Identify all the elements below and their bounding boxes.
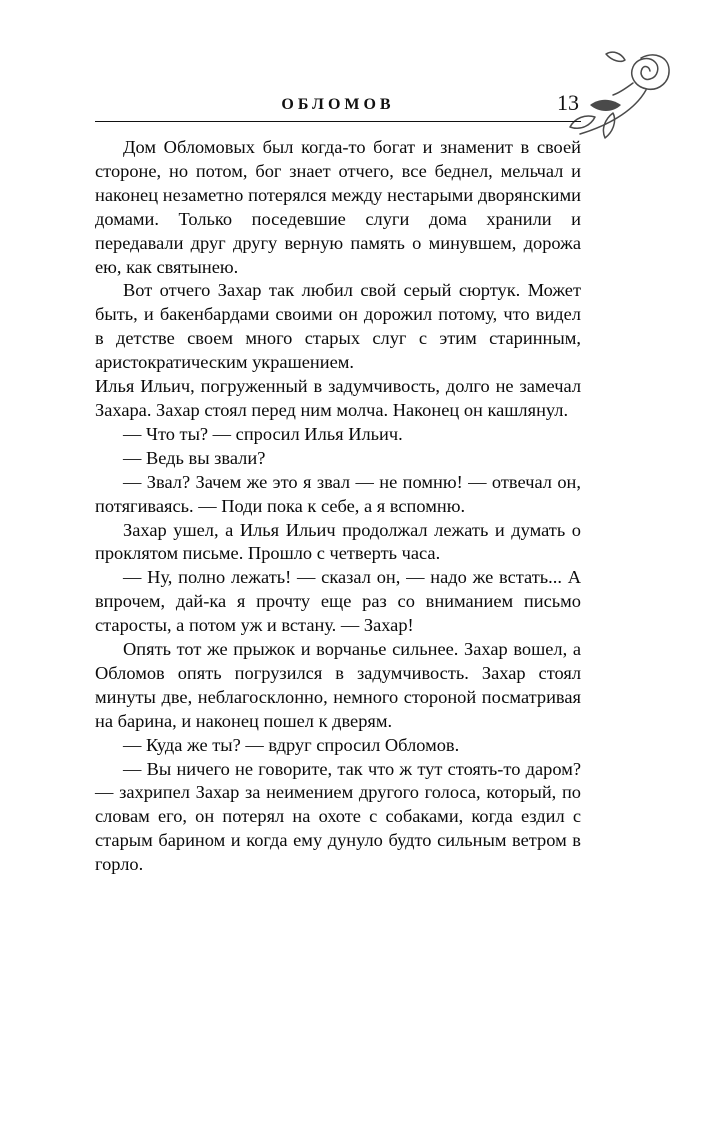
page-number: 13 bbox=[557, 90, 579, 115]
paragraph: Илья Ильич, погруженный в задумчивость, долго не замечал Захара. Захар стоял перед ним молча. Наконец он кашлянул. bbox=[95, 376, 581, 420]
page-header bbox=[95, 92, 581, 122]
paragraph: — Вы ничего не говорите, так что ж тут стоять-то даром? — захрипел Захар за неимением другого голоса, который, по словам его, он потерял на охоте с собаками, когда ездил с старым барином и когда ему дунуло будто сильным ветром в горло. bbox=[95, 758, 581, 875]
paragraph: — Ну, полно лежать! — сказал он, — надо же встать... А впрочем, дай-ка я прочту еще раз со вниманием письмо старосты, а потом уж и встану. — Захар! bbox=[95, 567, 581, 636]
paragraph: Захар ушел, а Илья Ильич продолжал лежать и думать о проклятом письме. Прошло с четверть часа. bbox=[95, 519, 581, 564]
paragraph: — Ведь вы звали? bbox=[123, 447, 266, 468]
text-column bbox=[95, 92, 581, 877]
page-body bbox=[95, 136, 581, 877]
paragraph: — Звал? Зачем же это я звал — не помню! — отвечал он, потягиваясь. — Поди пока к себе, а я вспомню. bbox=[95, 471, 581, 516]
paragraph: Дом Обломовых был когда-то богат и знаменит в своей стороне, но потом, бог знает отчего, все беднел, мельчал и наконец незаметно потерялся между нестарыми дворянскими домами. Только поседевшие слуги дома хранили и передавали друг другу верную память о минувшем, дорожа ею, как святынею. bbox=[95, 137, 581, 277]
paragraph: Вот отчего Захар так любил свой серый сюртук. Может быть, и бакенбардами своими он дорожил потому, что видел в детстве своем много старых слуг с этим старинным, аристократическим украшением. bbox=[95, 280, 581, 373]
paragraph: — Что ты? — спросил Илья Ильич. bbox=[123, 423, 403, 444]
running-title: ОБЛОМОВ bbox=[281, 96, 395, 113]
paragraph: — Куда же ты? — вдруг спросил Обломов. bbox=[123, 734, 460, 755]
paragraph: Опять тот же прыжок и ворчанье сильнее. Захар вошел, а Обломов опять погрузился в задумчивость. Захар стоял минуты две, неблагосклонно, немного стороной посматривая на барина, и наконец пошел к дверям. bbox=[95, 639, 581, 731]
